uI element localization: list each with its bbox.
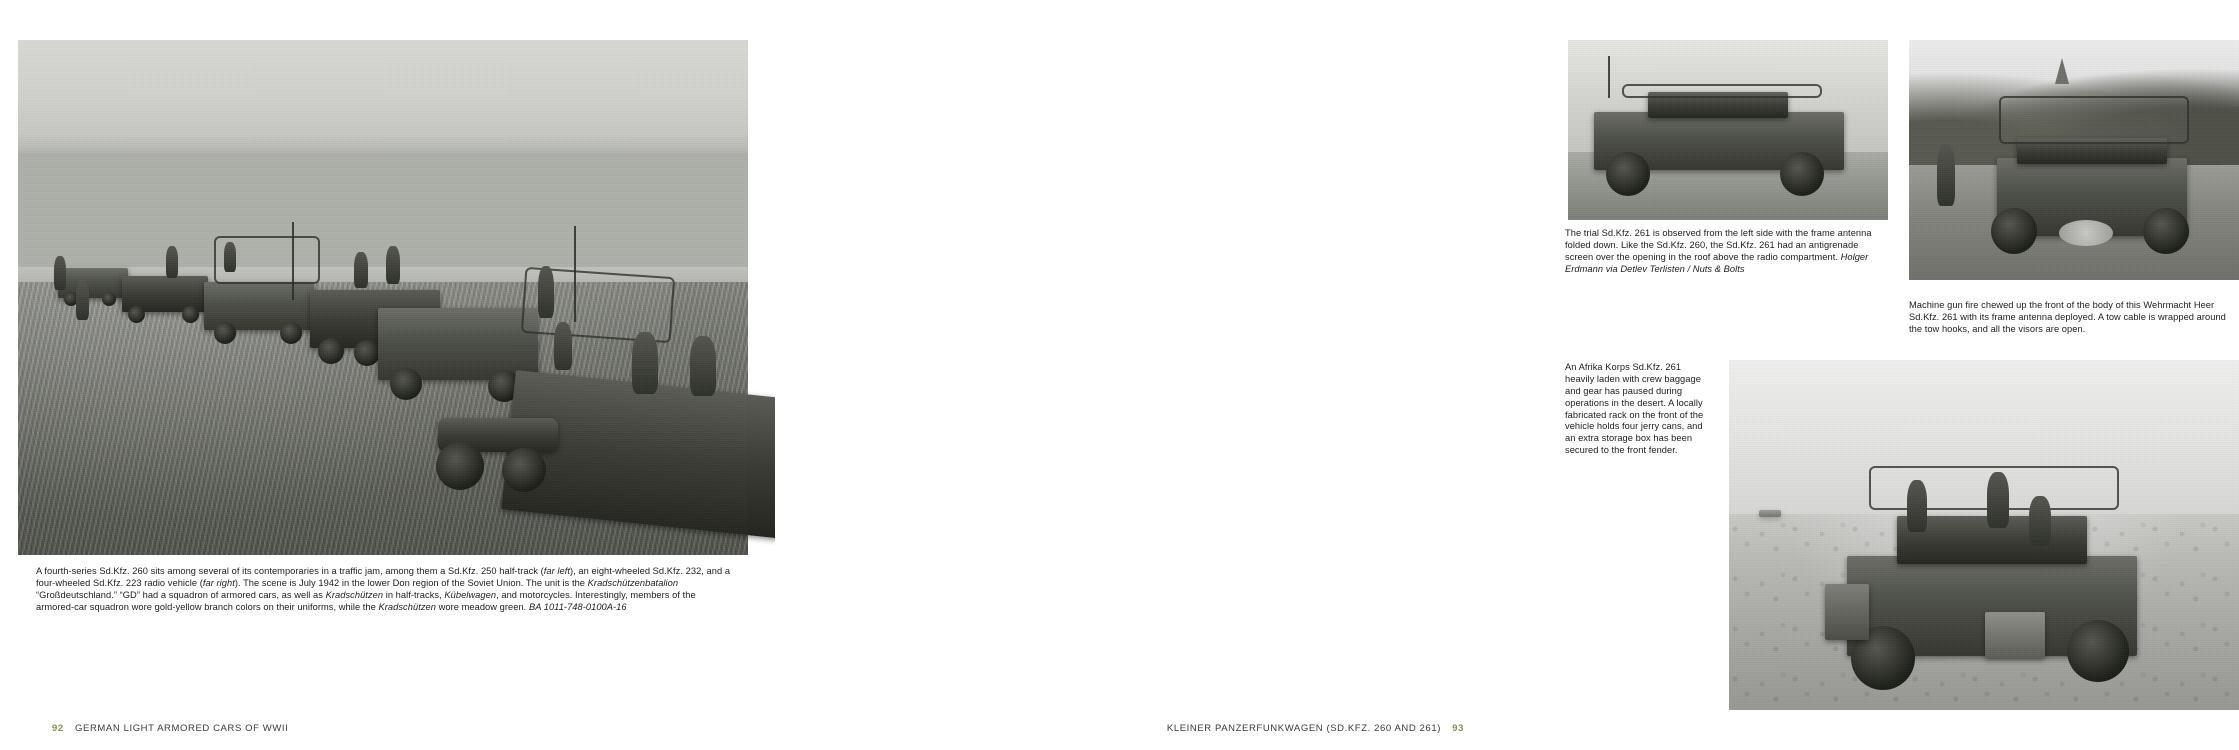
folio-right xyxy=(1167,723,1464,734)
running-head-left: GERMAN LIGHT ARMORED CARS OF WWII xyxy=(75,723,289,734)
page-left xyxy=(0,0,775,750)
caption-text: A fourth-series Sd.Kfz. 260 sits among several of its contemporaries in a traffic jam, among them a Sd.Kfz. 250 half-track (far left), an eight-wheeled Sd.Kfz. 232, and a four-wheeled Sd.Kfz. 223 radio vehicle (far right). The scene is July 1942 in the lower Don region of the Soviet Union. The unit is the Kradschützenbatalion “Großdeutschland.” “GD” had a squadron of armored cars, as well as Kradschützen in half-tracks, Kübelwagen, and motorcycles. Interestingly, members of the armored-car squadron wore gold-yellow branch colors on their uniforms, while the Kradschützen wore meadow green. BA 1011-748-0100A-16 xyxy=(36,566,731,612)
running-head-right: KLEINER PANZERFUNKWAGEN (SD.KFZ. 260 AND 261) xyxy=(1166,723,1441,734)
photo-grain xyxy=(18,40,748,555)
afrika-korps-sdkfz-261-photo xyxy=(1729,360,2239,710)
photo-grain xyxy=(1568,40,1888,220)
caption-trial-261 xyxy=(1565,228,1887,276)
caption-text: Machine gun fire chewed up the front of the body of this Wehrmacht Heer Sd.Kfz. 261 with its frame antenna deployed. A tow cable is wrapped around the tow hooks, and all the visors are open. xyxy=(1909,300,2226,334)
page-number-right: 93 xyxy=(1452,723,1464,734)
caption-heer-261 xyxy=(1909,300,2239,336)
photo-grain xyxy=(1909,40,2239,280)
photo-grain xyxy=(1729,360,2239,710)
caption-text: The trial Sd.Kfz. 261 is observed from the left side with the frame antenna folded down. Like the Sd.Kfz. 260, the Sd.Kfz. 261 had an antigrenade screen over the opening in the roof above the radio compartment. Holger Erdmann via Detlev Terlisten / Nuts & Bolts xyxy=(1565,228,1872,274)
convoy-traffic-jam-photo xyxy=(18,40,748,555)
page-gutter xyxy=(775,0,776,750)
folio-left xyxy=(52,723,288,734)
caption-text: An Afrika Korps Sd.Kfz. 261 heavily laden with crew baggage and gear has paused during operations in the desert. A locally fabricated rack on the front of the vehicle holds four jerry cans, and an extra storage box has been secured to the front fender. xyxy=(1565,362,1704,456)
page-number-left: 92 xyxy=(52,723,64,734)
page-right xyxy=(775,0,2226,750)
wehrmacht-heer-sdkfz-261-photo xyxy=(1909,40,2239,280)
caption-convoy xyxy=(36,566,736,614)
trial-sdkfz-261-photo xyxy=(1568,40,1888,220)
caption-afrika-261 xyxy=(1565,362,1711,457)
